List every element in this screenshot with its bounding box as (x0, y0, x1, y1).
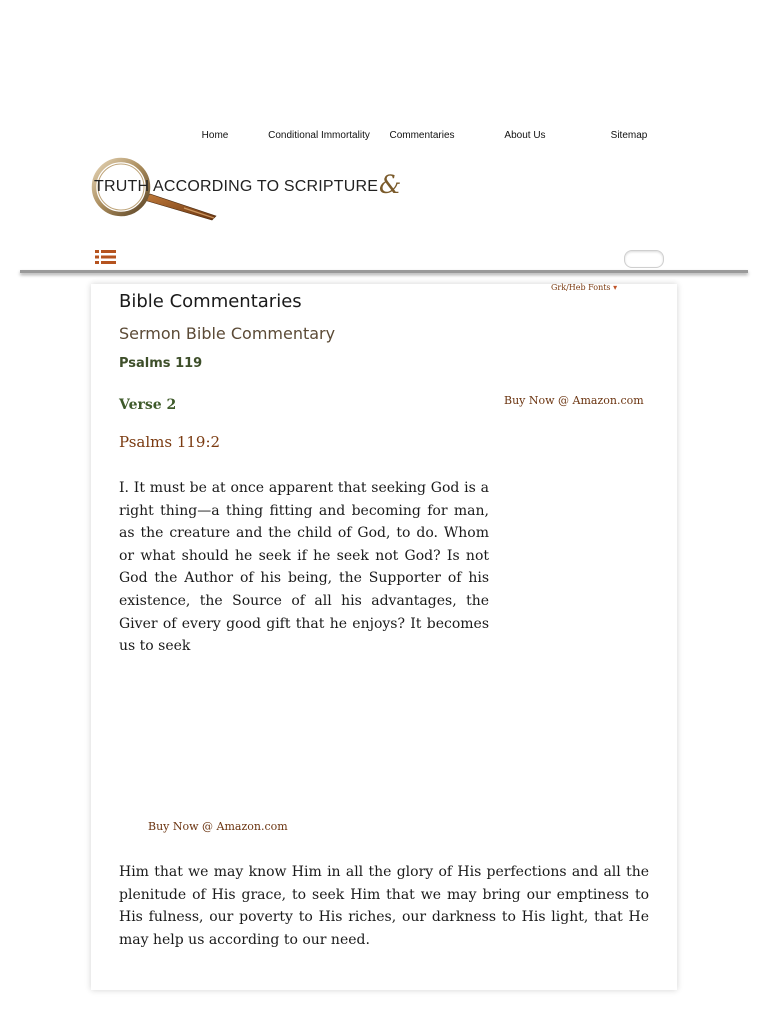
chevron-down-icon: ▾ (613, 283, 618, 292)
nav-commentaries[interactable]: Commentaries (389, 130, 455, 141)
commentary-paragraph-2: Him that we may know Him in all the glory of His perfections and all the plenitude of His grace, to seek Him that we may bring our emptiness to His fulness, our poverty to His riches, our darkness to His light, that He may help us according to our need. (119, 864, 649, 948)
nav-conditional-immortality[interactable]: Conditional Immortality (268, 130, 370, 141)
header-divider (20, 270, 748, 273)
nav-about-us[interactable]: About Us (504, 130, 546, 141)
greek-hebrew-fonts-link[interactable] (551, 283, 617, 292)
site-logo[interactable] (88, 156, 418, 228)
nav-home[interactable]: Home (201, 130, 229, 141)
page-title: Bible Commentaries (119, 291, 302, 312)
logo-ampersand: & (379, 170, 402, 199)
commentary-name: Sermon Bible Commentary (119, 324, 336, 343)
commentary-paragraph-1: I. It must be at once apparent that seeking God is a right thing—a thing fitting and becoming for man, as the creature and the child of God, to do. Whom or what should he seek if he seek not God? Is not God the Author of his being, the Supporter of his existence, the Source of all his advantages, the Giver of every good gift that he enjoys? It becomes us to seek (119, 480, 489, 655)
search-field[interactable] (624, 250, 664, 268)
book-chapter-heading: Psalms 119 (119, 356, 203, 371)
fonts-link-label: Grk/Heb Fonts (551, 283, 611, 292)
verse-heading: Verse 2 (119, 397, 177, 413)
scripture-reference: Psalms 119:2 (119, 433, 221, 451)
buy-amazon-link-bottom[interactable]: Buy Now @ Amazon.com (148, 820, 288, 833)
top-navigation (0, 130, 768, 156)
nav-sitemap[interactable]: Sitemap (610, 130, 648, 141)
logo-title: TRUTH ACCORDING TO SCRIPTURE (94, 178, 379, 195)
buy-amazon-link-top[interactable]: Buy Now @ Amazon.com (504, 394, 644, 407)
list-menu-icon[interactable] (95, 249, 117, 265)
